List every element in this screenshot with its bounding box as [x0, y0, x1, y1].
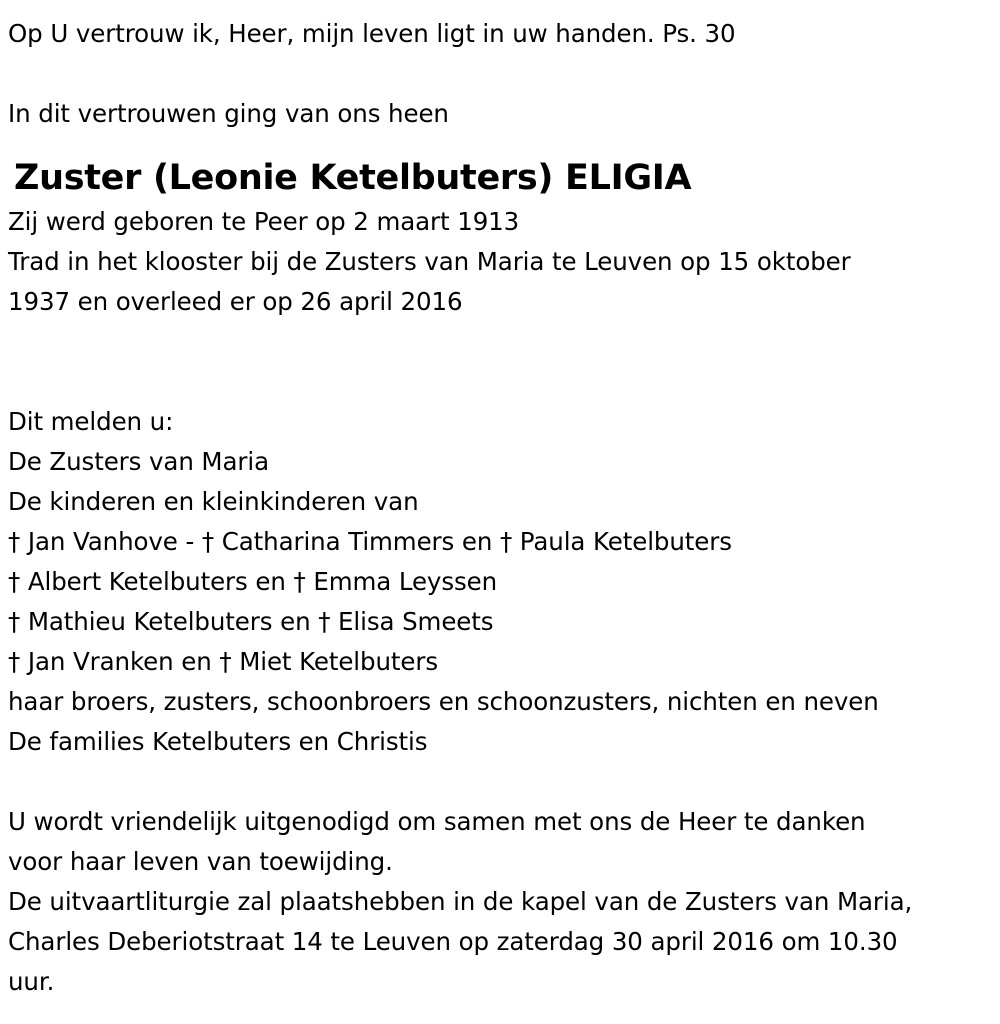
biography-line: Trad in het klooster bij de Zusters van Maria te Leuven op 15 oktober [8, 247, 851, 276]
announcer-line: † Mathieu Ketelbuters en † Elisa Smeets [8, 607, 494, 636]
announcer-line: haar broers, zusters, schoonbroers en schoonzusters, nichten en neven [8, 687, 879, 716]
deceased-name: Zuster (Leonie Ketelbuters) ELIGIA [14, 158, 692, 198]
announcer-line: De families Ketelbuters en Christis [8, 727, 428, 756]
announcer-line: De Zusters van Maria [8, 447, 269, 476]
spacer [8, 762, 1000, 802]
biography-line: 1937 en overleed er op 26 april 2016 [8, 287, 463, 316]
announcement-heading: Dit melden u: [8, 407, 174, 436]
biography-line: Zij werd geboren te Peer op 2 maart 1913 [8, 207, 520, 236]
invitation-line: De uitvaartliturgie zal plaatshebben in de kapel van de Zusters van Maria, [8, 887, 913, 916]
spacer [8, 322, 1000, 402]
invitation-line: U wordt vriendelijk uitgenodigd om samen met ons de Heer te danken [8, 807, 866, 836]
announcer-line: † Albert Ketelbuters en † Emma Leyssen [8, 567, 498, 596]
announcer-line: † Jan Vranken en † Miet Ketelbuters [8, 647, 439, 676]
announcer-line: De kinderen en kleinkinderen van [8, 487, 419, 516]
spacer [8, 54, 1000, 94]
intro-line: In dit vertrouwen ging van ons heen [8, 99, 449, 128]
scripture-quote: Op U vertrouw ik, Heer, mijn leven ligt in uw handen. Ps. 30 [8, 19, 736, 48]
announcer-line: † Jan Vanhove - † Catharina Timmers en † Paula Ketelbuters [8, 527, 732, 556]
invitation-line: voor haar leven van toewijding. [8, 847, 393, 876]
spacer [8, 134, 1000, 156]
invitation-line: uur. [8, 967, 55, 996]
invitation-line: Charles Deberiotstraat 14 te Leuven op zaterdag 30 april 2016 om 10.30 [8, 927, 898, 956]
